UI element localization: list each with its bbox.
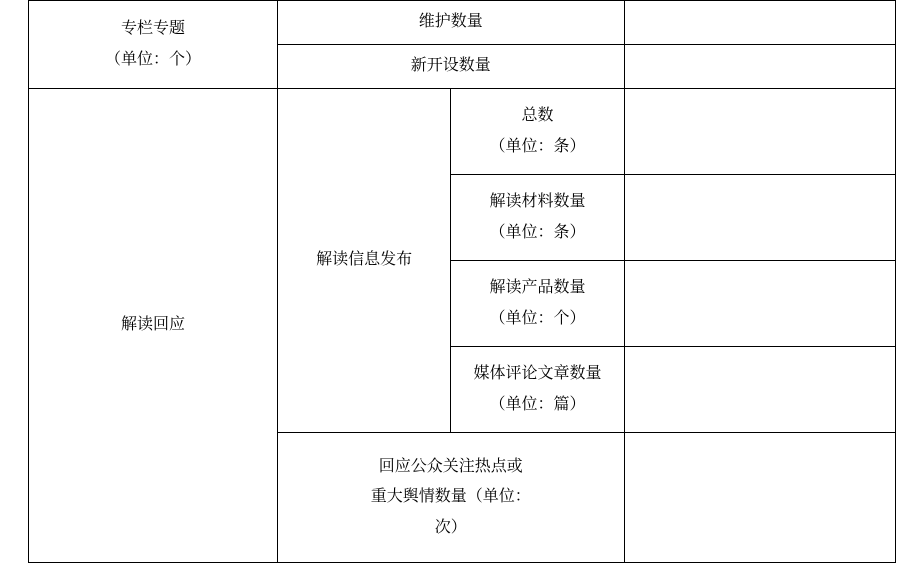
subitem-cell-products [451, 261, 624, 347]
value-cell-maintain-count[interactable] [624, 1, 895, 45]
item-label: 解读信息发布 [316, 251, 413, 269]
category-line-1: 解读回应 [120, 316, 185, 334]
government-disclosure-table [28, 0, 896, 563]
value-cell-media-comments[interactable] [624, 347, 895, 433]
subitem-line-1: 媒体评论文章数量 [473, 365, 602, 383]
table-body [29, 1, 896, 563]
category-line-1: 专栏专题 [120, 20, 185, 38]
subitem-line-2: （单位：条） [489, 137, 586, 155]
item-label: 新开设数量 [410, 57, 491, 75]
item-line-1: 回应公众关注热点或 [378, 457, 523, 475]
subitem-cell-materials [451, 175, 624, 261]
category-cell-interpretation-response [29, 89, 278, 563]
table-row [29, 89, 896, 175]
item-cell-new-count [277, 45, 624, 89]
subitem-line-2: （单位：篇） [489, 395, 586, 413]
item-cell-maintain-count [277, 1, 624, 45]
subitem-cell-total [451, 89, 624, 175]
value-cell-materials[interactable] [624, 175, 895, 261]
category-line-2: （单位：个） [104, 50, 201, 68]
subitem-line-1: 解读产品数量 [489, 279, 586, 297]
subitem-cell-media-comments [451, 347, 624, 433]
subitem-line-1: 解读材料数量 [489, 193, 586, 211]
item-line-2: 重大舆情数量（单位： [370, 488, 531, 506]
table-row [29, 1, 896, 45]
subitem-line-2: （单位：条） [489, 223, 586, 241]
value-cell-public-response[interactable] [624, 433, 895, 563]
value-cell-total[interactable] [624, 89, 895, 175]
item-label: 维护数量 [418, 13, 483, 31]
item-cell-interpretation-publish [277, 89, 450, 433]
category-cell-column-topic [29, 1, 278, 89]
subitem-line-1: 总数 [521, 107, 554, 125]
item-cell-public-response [277, 433, 624, 563]
value-cell-new-count[interactable] [624, 45, 895, 89]
subitem-line-2: （单位：个） [489, 309, 586, 327]
item-line-3: 次） [434, 518, 467, 536]
value-cell-products[interactable] [624, 261, 895, 347]
